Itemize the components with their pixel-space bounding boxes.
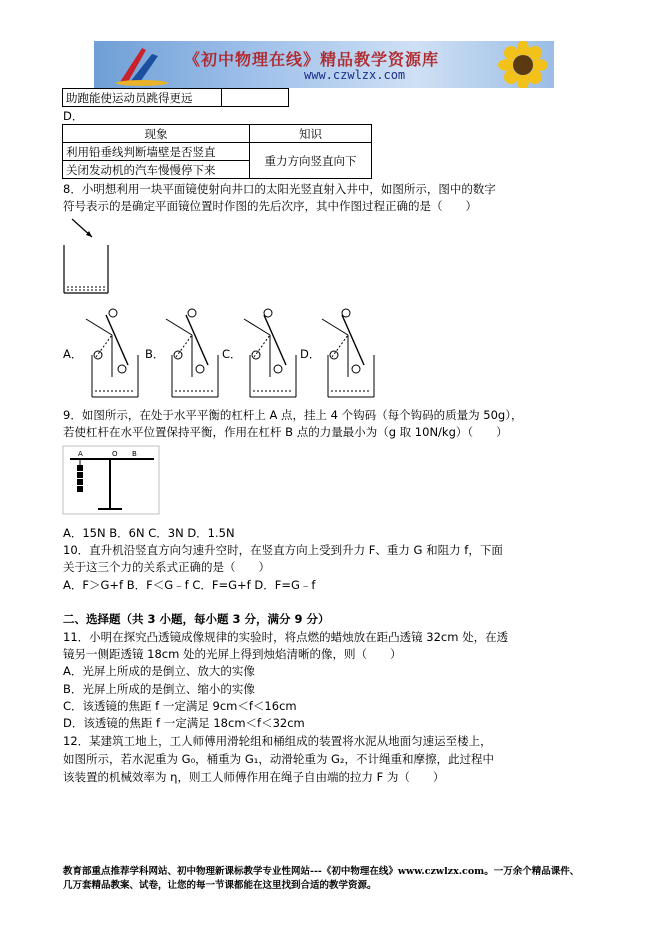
table-header-knowledge: 知识 [250,125,372,143]
q8-line1: 8．小明想利用一块平面镜使射向井口的太阳光竖直射入井中，如图所示，图中的数字 [63,182,496,196]
footer-line1: 教育部重点推荐学科网站、初中物理新课标教学专业性网站---《初中物理在线》www.czwlzx.com。一万余个精品课件、 [63,866,580,877]
choice-b-label: B． [145,347,165,361]
lever-label-o: O [112,450,118,458]
option-d-label: D． [63,109,84,123]
table-knowledge-cell: 重力方向竖直向下 [250,143,372,179]
option-c-cell-empty [222,89,289,107]
q11-option-c: C．该透镜的焦距 f 一定满足 9cm＜f＜16cm [63,699,297,713]
option-c-table [62,88,289,107]
q12-line2: 如图所示，若水泥重为 G₀，桶重为 G₁，动滑轮重为 G₂，不计绳重和摩擦，此过程中 [63,752,495,766]
option-d-table [62,124,372,179]
q12-line1: 12．某建筑工地上，工人师傅用滑轮组和桶组成的装置将水泥从地面匀速运至楼上， [63,734,492,748]
q11-line1: 11．小明在探究凸透镜成像规律的实验时，将点燃的蜡烛放在距凸透镜 32cm 处，在透 [63,630,509,644]
lever-figure [62,445,162,517]
choice-b-figure [162,305,224,400]
choice-d-figure [318,305,380,400]
header-banner [94,41,554,88]
q12-line3: 该装置的机械效率为 η，则工人师傅作用在绳子自由端的拉力 F 为（ ） [63,770,445,784]
section-title: 二、选择题（共 3 小题，每小题 3 分，满分 9 分） [63,612,330,626]
q9-line2: 若使杠杆在水平位置保持平衡，作用在杠杆 B 点的力量最小为（g 取 10N/kg）（ ） [63,425,508,439]
well-figure [60,215,120,300]
choice-a-label: A． [63,347,83,361]
q10-line1: 10．直升机沿竖直方向匀速升空时，在竖直方向上受到升力 F、重力 G 和阻力 f，下面 [63,543,503,557]
choice-d-label: D． [300,347,321,361]
table-header-phenomenon: 现象 [63,125,250,143]
q11-option-b: B．光屏上所成的是倒立、缩小的实像 [63,682,255,696]
q9-line1: 9．如图所示，在处于水平平衡的杠杆上 A 点，挂上 4 个钩码（每个钩码的质量为 50g）， [63,408,523,422]
logo-icon [112,44,172,86]
banner-url: www.czwlzx.com [304,68,406,82]
option-c-cell: 助跑能使运动员跳得更远 [63,89,222,107]
q10-line2: 关于这三个力的关系式正确的是（ ） [63,560,270,574]
q11-option-d: D．该透镜的焦距 f 一定满足 18cm＜f＜32cm [63,716,305,730]
lever-label-a: A [78,450,83,458]
q11-option-a: A．光屏上所成的是倒立、放大的实像 [63,664,255,678]
q11-line2: 镜另一侧距透镜 18cm 处的光屏上得到烛焰清晰的像，则（ ） [63,647,402,661]
table-row: 利用铅垂线判断墙壁是否竖直 [63,143,250,161]
banner-title: 《初中物理在线》精品教学资源库 [184,50,440,69]
choice-c-figure [240,305,302,400]
footer-line2: 几万套精品教案、试卷，让您的每一节课都能在这里找到合适的教学资源。 [63,880,377,891]
q8-line2: 符号表示的是确定平面镜位置时作图的先后次序，其中作图过程正确的是（ ） [63,199,477,213]
choice-a-figure [82,305,144,400]
q9-options: A．15N B．6N C．3N D．1.5N [63,526,235,540]
choice-c-label: C． [222,347,242,361]
q10-options: A．F＞G+f B．F＜G﹣f C．F=G+f D．F=G﹣f [63,578,316,592]
lever-label-b: B [132,450,137,458]
table-row: 关闭发动机的汽车慢慢停下来 [63,161,250,179]
sunflower-icon [492,41,554,88]
